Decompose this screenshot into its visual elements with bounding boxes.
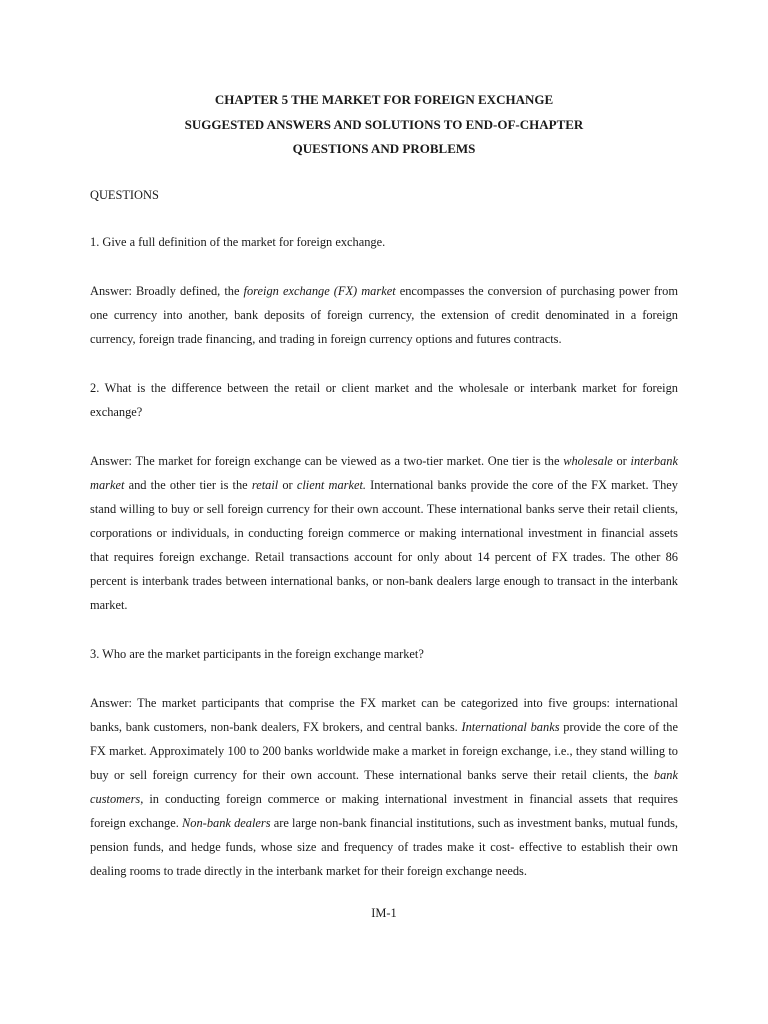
chapter-title: CHAPTER 5 THE MARKET FOR FOREIGN EXCHANGE <box>214 92 554 107</box>
answer-1-body: encompasses the conversion of purchasing power from one currency into another, bank deposits of foreign currency, the extension of credit denominated in a foreign currency, foreign trade financing, and trading in foreign currency options and futures contracts. <box>90 283 678 346</box>
question-2: 2. What is the difference between the retail or client market and the wholesale or interbank market for foreign exchange? <box>90 380 678 419</box>
answer-2 <box>90 449 678 617</box>
answer-3-term-non-bank-dealers: Non-bank dealers <box>182 815 271 830</box>
answer-3-part3: , in conducting foreign commerce or making international investment in financial assets that requires foreign exchange. <box>90 791 678 830</box>
answer-3-part4: are large non-bank financial institutions, such as investment banks, mutual funds, pension funds, and hedge funds, whose size and frequency of trades make it cost- effective to establish their own dealing rooms to trade directly in the interbank market for their foreign exchange needs. <box>90 815 678 878</box>
answer-2-part5: International banks provide the core of the FX market. They stand willing to buy or sell foreign currency for their own account. These international banks serve their retail clients, corporations or individuals, in conducting foreign commerce or making international investment in financial assets that requires foreign exchange. Retail transactions account for only about 14 percent of FX trades. The other 86 percent is interbank trades between international banks, or non-bank dealers large enough to transact in the interbank market. <box>90 477 678 612</box>
answer-2-term-interbank: interbank market <box>90 453 678 492</box>
answer-2-part2: or <box>612 453 631 468</box>
chapter-subtitle-line2: QUESTIONS AND PROBLEMS <box>292 141 476 156</box>
answer-1 <box>90 279 678 351</box>
answer-3-term-international-banks: International banks <box>461 719 560 734</box>
answer-3-term-bank-customers: bank customers <box>90 767 678 806</box>
answer-2-part1: Answer: The market for foreign exchange can be viewed as a two-tier market. One tier is the <box>90 453 564 468</box>
section-heading-questions: QUESTIONS <box>90 187 159 202</box>
answer-2-part3: and the other tier is the <box>124 477 252 492</box>
page-number: IM-1 <box>371 906 397 920</box>
answer-1-term: foreign exchange (FX) market <box>243 283 396 298</box>
answer-3 <box>90 691 678 883</box>
document-page <box>90 88 678 883</box>
answer-2-term-retail: retail <box>251 477 279 492</box>
answer-3-part1: Answer: The market participants that comprise the FX market can be categorized into five groups: international banks, bank customers, non-bank dealers, FX brokers, and central banks. <box>90 695 678 734</box>
answer-2-part4: or <box>278 477 297 492</box>
question-1: 1. Give a full definition of the market for foreign exchange. <box>90 234 386 249</box>
answer-1-lead: Answer: Broadly defined, the <box>90 283 244 298</box>
answer-3-part2: provide the core of the FX market. Approximately 100 to 200 banks worldwide make a market in foreign exchange, i.e., they stand willing to buy or sell foreign currency for their own account. These international banks serve their retail clients, the <box>90 719 678 782</box>
answer-2-term-wholesale: wholesale <box>563 453 613 468</box>
answer-2-term-client: client market. <box>296 477 366 492</box>
question-3: 3. Who are the market participants in the foreign exchange market? <box>90 646 424 661</box>
chapter-subtitle: SUGGESTED ANSWERS AND SOLUTIONS TO END-OF-CHAPTER <box>184 116 584 132</box>
